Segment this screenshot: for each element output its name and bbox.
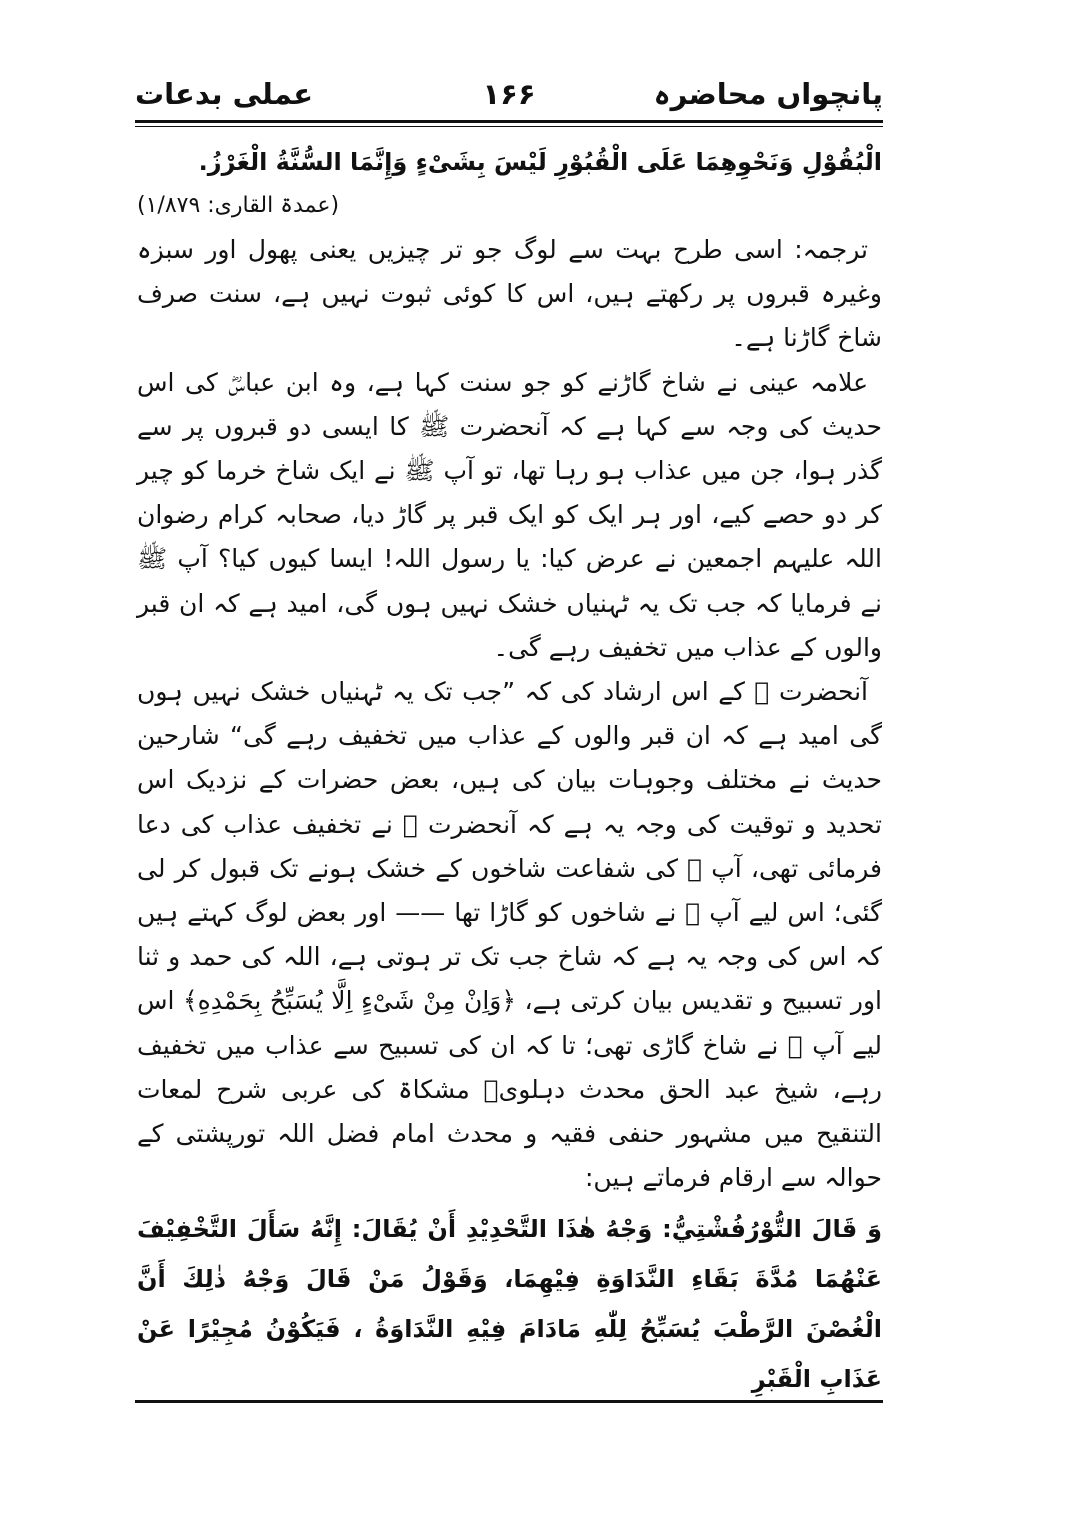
header-rule-thick — [135, 120, 883, 123]
header-rule-thin — [135, 126, 883, 127]
arabic-closing-quote: وَ قَالَ التُّوْرُفُشْتِيُّ: وَجْهُ هٰذَا التَّحْدِيْدِ أَنْ يُقَالَ: إِنَّهُ سَأَلَ التَّخْفِيْفَ عَنْهُمَا مُدَّةَ بَقَاءِ النَّدَاوَةِ فِيْهِمَا، وَقَوْلُ مَنْ قَالَ وَجْهُ ذٰلِكَ أَنَّ الْغُصْنَ الرَّطْبَ يُسَبِّحُ لِلّٰهِ مَادَامَ فِيْهِ النَّدَاوَةُ ، فَيَكُوْنُ مُجِيْرًا عَنْ عَذَابِ الْقَبْرِ — [137, 1215, 882, 1394]
section-title: عملی بدعات — [135, 77, 314, 111]
page-body — [137, 140, 882, 1404]
paragraph-explanations: آنحضرت ﷺ کے اس ارشاد کی کہ ”جب تک یہ ٹہنیاں خشک نہیں ہوں گی امید ہے کہ ان قبر والوں کے عذاب میں تخفیف رہے گی“ شارحین حدیث نے مختلف وجوہات بیان کی ہیں، بعض حضرات کے نزدیک اس تحدید و توقیت کی وجہ یہ ہے کہ آنحضرت ﷺ نے تخفیف عذاب کی دعا فرمائی تھی، آپ ﷺ کی شفاعت شاخوں کے خشک ہونے تک قبول کر لی گئی؛ اس لیے آپ ﷺ نے شاخوں کو گاڑا تھا —— اور بعض لوگ کہتے ہیں کہ اس کی وجہ یہ ہے کہ شاخ جب تک تر ہوتی ہے، اللہ کی حمد و ثنا اور تسبیح و تقدیس بیان کرتی ہے، ﴿وَاِنْ مِنْ شَیْءٍ اِلَّا یُسَبِّحُ بِحَمْدِهِ﴾ اس لیے آپ ﷺ نے شاخ گاڑی تھی؛ تا کہ ان کی تسبیح سے عذاب میں تخفیف رہے، شیخ عبد الحق محدث دہلویؒ مشکاۃ کی عربی شرح لمعات التنقیح میں مشہور حنفی فقیہ و محدث امام فضل اللہ تورپشتی کے حوالہ سے ارقام فرماتے ہیں: — [137, 677, 882, 1193]
page-header — [135, 68, 883, 118]
reference-citation: (عمدۃ القاری: ۱/۸۷۹) — [137, 193, 340, 218]
page-number: ۱۶۶ — [482, 77, 536, 111]
footer-rule — [135, 1400, 883, 1403]
paragraph-allama-aini: علامہ عینی نے شاخ گاڑنے کو جو سنت کہا ہے، وہ ابن عباسؓ کی اس حدیث کی وجہ سے کہا ہے کہ آنحضرت ﷺ کا ایسی دو قبروں پر سے گذر ہوا، جن میں عذاب ہو رہا تھا، تو آپ ﷺ نے ایک شاخ خرما کو چیر کر دو حصے کیے، اور ہر ایک کو ایک قبر پر گاڑ دیا، صحابہ کرام رضوان اللہ علیہم اجمعین نے عرض کیا: یا رسول اللہ! ایسا کیوں کیا؟ آپ ﷺ نے فرمایا کہ جب تک یہ ٹہنیاں خشک نہیں ہوں گی، امید ہے کہ ان قبر والوں کے عذاب میں تخفیف رہے گی۔ — [137, 367, 882, 662]
translation-paragraph: ترجمہ: اسی طرح بہت سے لوگ جو تر چیزیں یعنی پھول اور سبزہ وغیرہ قبروں پر رکھتے ہیں، اس کا کوئی ثبوت نہیں ہے، سنت صرف شاخ گاڑنا ہے۔ — [137, 235, 882, 353]
chapter-title: پانچواں محاضرہ — [653, 77, 883, 111]
arabic-quote: الْبُقُوْلِ وَنَحْوِهِمَا عَلَى الْقُبُوْرِ لَيْسَ بِشَىْءٍ وَإِنَّمَا السُّنَّةُ الْغَرْزُ. — [198, 148, 882, 176]
